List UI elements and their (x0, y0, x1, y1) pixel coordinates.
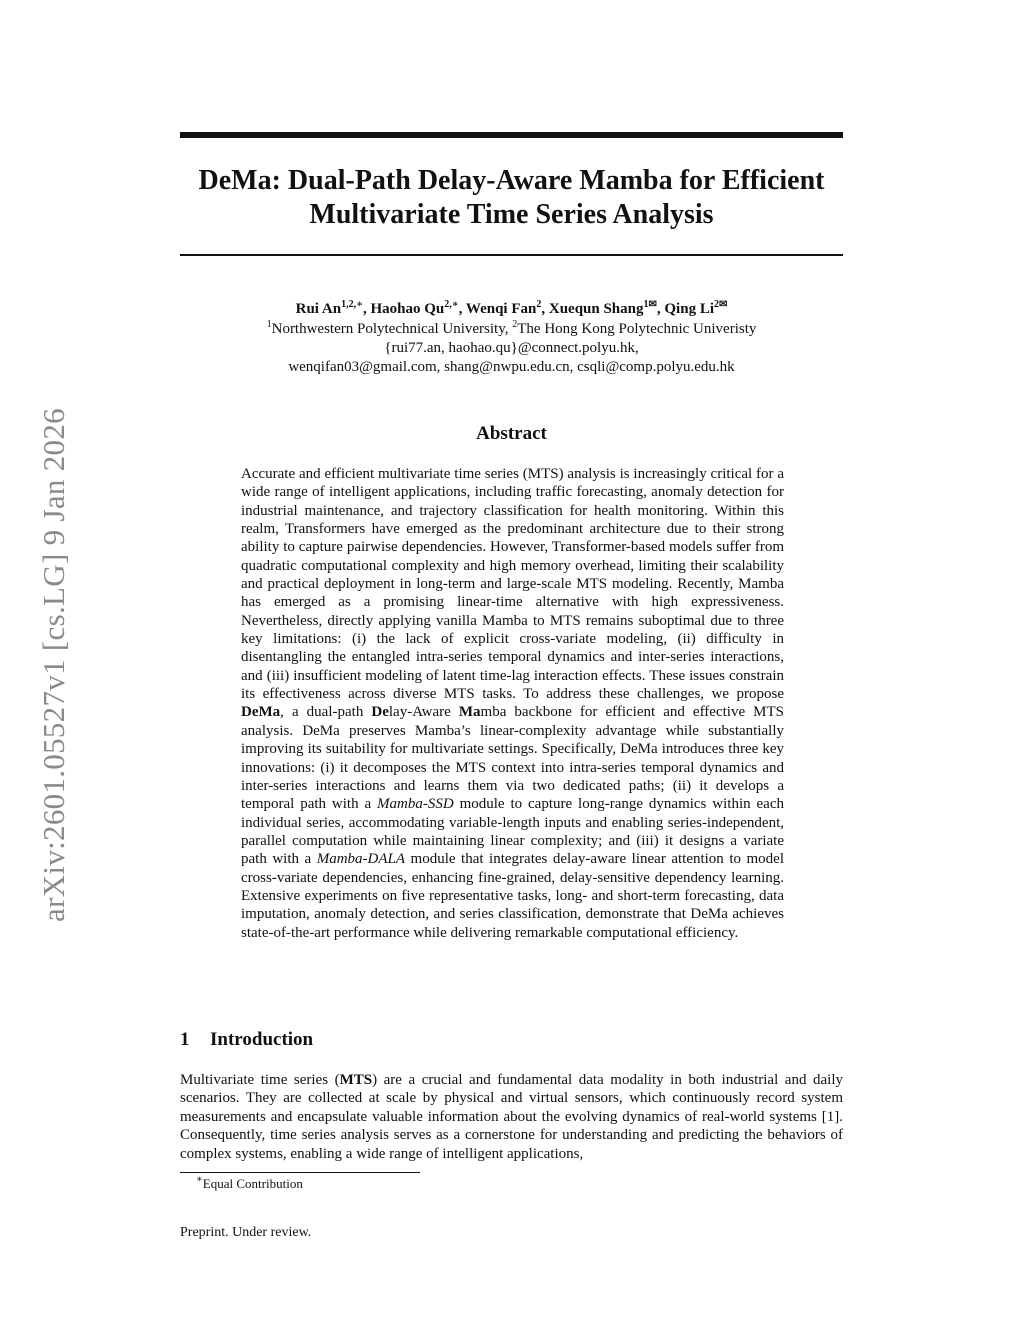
preprint-note: Preprint. Under review. (180, 1225, 312, 1240)
abstract-text: Accurate and efficient multivariate time series (MTS) analysis is increasingly critical for a wide range of intelligent applications, including traffic forecasting, anomaly detection for industrial maintenance, and trajectory classification for health monitoring. Within this realm, Transformers have emerged as the predominant architecture due to their strong ability to capture pairwise dependencies. However, Transformer-based models suffer from quadratic computational complexity and high memory overhead, limiting their scalability and practical deployment in long-term and large-scale MTS modeling. Recently, Mamba has emerged as a promising linear-time alternative with high expressiveness. Nevertheless, directly applying vanilla Mamba to MTS remains suboptimal due to three key limitations: (i) the lack of explicit cross-variate modeling, (ii) difficulty in disentangling the entangled intra-series temporal dynamics and inter-series interactions, and (iii) insufficient modeling of latent time-lag interaction effects. These issues constrain its effectiveness across diverse MTS tasks. To address these challenges, we propose DeMa, a dual-path Delay-Aware Mamba backbone for efficient and effective MTS analysis. DeMa preserves Mamba’s linear-complexity advantage while substantially improving its suitability for multivariate settings. Specifically, DeMa introduces three key innovations: (i) it decomposes the MTS context into intra-series temporal dynamics and inter-series interactions and learns them via two dedicated paths; (ii) it develops a temporal path with a Mamba-SSD module to capture long-range dynamics within each individual series, accommodating variable-length inputs and enabling series-independent, parallel computation while maintaining linear complexity; and (iii) it designs a variate path with a Mamba-DALA module that integrates delay-aware linear attention to model cross-variate dependencies, enhancing fine-grained, delay-sensitive dependency learning. Extensive experiments on five representative tasks, long- and short-term forecasting, data imputation, anomaly detection, and series classification, demonstrate that DeMa achieves state-of-the-art performance while delivering remarkable computational efficiency. (241, 466, 785, 941)
emails-line-2: wenqifan03@gmail.com, shang@nwpu.edu.cn, csqli@comp.polyu.edu.hk (288, 359, 735, 375)
affiliations: $^1$Northwestern Polytechnical University, $^2$The Hong Kong Polytechnic Univeristy (266, 319, 757, 337)
footnote-rule (180, 1172, 420, 1173)
author: Rui $An^{1,2,∗}$, (295, 299, 371, 317)
title-line-1: DeMa: Dual-Path Delay-Aware Mamba for Efficient (198, 165, 825, 196)
introduction-paragraph: Multivariate time series (MTS) are a crucial and fundamental data modality in both industrial and daily scenarios. They are collected at scale by physical and virtual sensors, which continuously record system measurements and encapsulate valuable information about the evolving dynamics of real-world systems [1]. Consequently, time series analysis serves as a cornerstone for understanding and predicting the behaviors of complex systems, enabling a wide range of intelligent applications, (180, 1072, 843, 1162)
paper-title (180, 164, 843, 232)
abstract-heading: Abstract (476, 423, 547, 444)
author: Wenqi Fan$^2$, (465, 299, 549, 317)
author: Xuequn Shang$^{1✉}$, (548, 299, 665, 317)
author-list (180, 300, 843, 318)
section-heading-introduction: 1 Introduction (180, 1029, 314, 1050)
emails-line-1: {rui77.an, haohao.qu}@connect.polyu.hk, (384, 340, 639, 356)
title-top-rule (180, 132, 843, 138)
author: Haohao $Qu^{2,∗}$, (370, 299, 466, 317)
footnote: ∗Equal Contribution (196, 1174, 303, 1191)
title-line-2: Multivariate Time Series Analysis (309, 199, 714, 230)
title-bottom-rule (180, 254, 843, 256)
author: Qing $Li^{2✉}$ (664, 299, 728, 317)
